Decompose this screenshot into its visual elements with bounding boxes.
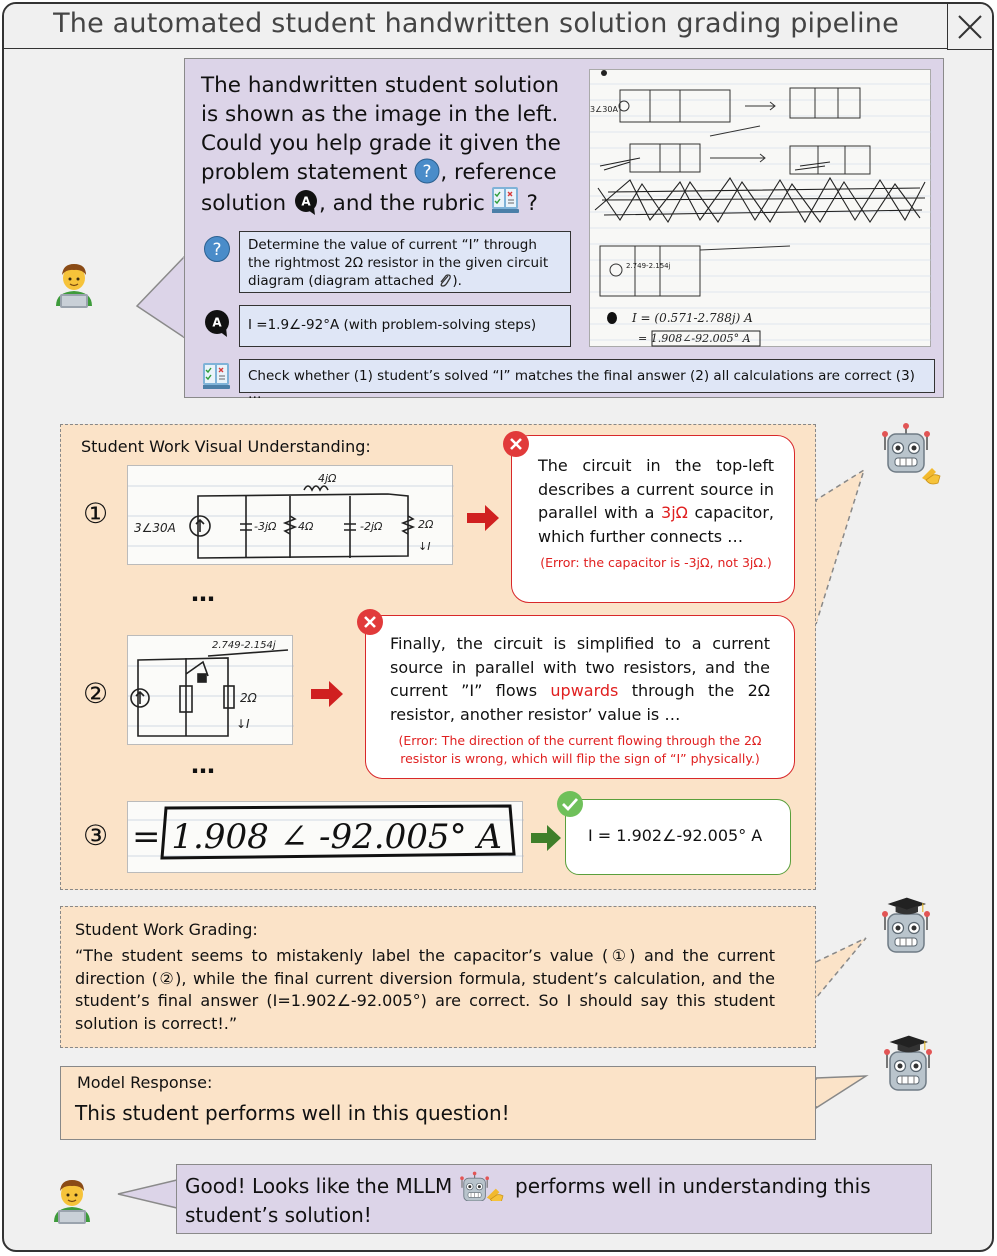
paperclip-icon — [438, 273, 452, 288]
step-1-text-b: capacitor, which further connects … — [538, 503, 775, 546]
arrow-right-green-icon — [531, 825, 563, 851]
svg-text:-3jΩ: -3jΩ — [254, 520, 277, 533]
step-3-crop — [127, 801, 523, 873]
step-2-bubble — [365, 615, 795, 779]
step-1-text-a: The circuit in the top-left describes a current source in parallel with a — [538, 456, 774, 522]
window-title: The automated student handwritten solution grading pipeline — [53, 8, 899, 39]
rubric-box: Check whether (1) student’s solved “I” matches the final answer (2) all calculations are correct (3) … — [239, 359, 935, 393]
svg-text:2.749-2.154j: 2.749-2.154j — [212, 640, 276, 651]
problem-statement-end: ). — [452, 273, 462, 289]
rubric-icon — [492, 187, 520, 215]
question-mark-icon — [414, 158, 440, 184]
arrow-right-red-icon-2 — [311, 681, 345, 707]
svg-text:I = (0.571-2.788j) A: I = (0.571-2.788j) A — [632, 311, 753, 325]
step-2-wrong-direction: upwards — [550, 681, 619, 700]
svg-text:?: ? — [422, 162, 432, 182]
check-icon — [555, 789, 585, 819]
user-avatar-icon-2 — [50, 1174, 96, 1226]
handwritten-page — [590, 70, 932, 348]
svg-text:3∠30A: 3∠30A — [590, 105, 618, 114]
question-text — [201, 71, 581, 218]
step-1-error-note: (Error: the capacitor is -3jΩ, not 3jΩ.) — [540, 555, 772, 570]
grading-heading: Student Work Grading: — [75, 920, 258, 939]
svg-text:= 1.908∠-92.005° A: = 1.908∠-92.005° A — [638, 332, 751, 345]
step-2-number: ② — [83, 677, 109, 710]
svg-text:A: A — [301, 194, 311, 209]
question-intro-3: , and the rubric — [318, 191, 492, 216]
ellipsis-2: … — [191, 751, 216, 779]
error-x-icon — [501, 429, 531, 459]
grading-text: “The student seems to mistakenly label the capacitor’s value (①) and the current direction (②), while the final current diversion formula, student’s calculation, and the student’s final answer (I=1.902∠-92.005°) are correct. So I should say this student solution is correct!.” — [75, 946, 775, 1033]
step-2-error-note: (Error: The direction of the current flowing through the 2Ω resistor is wrong, which will flip the sign of “I” physically.) — [398, 733, 762, 766]
reference-solution-box: I =1.9∠-92°A (with problem-solving steps) — [239, 305, 571, 347]
visual-understanding-heading: Student Work Visual Understanding: — [81, 437, 371, 456]
svg-text:2Ω: 2Ω — [240, 691, 257, 705]
robot-graduate-icon — [880, 896, 940, 956]
step-1-wrong-value: 3jΩ — [661, 503, 688, 522]
svg-text:4jΩ: 4jΩ — [318, 472, 337, 485]
robot-pen-icon — [880, 422, 946, 486]
svg-text:3∠30A: 3∠30A — [134, 521, 176, 535]
step-3-answer-text: I = 1.902∠-92.005° A — [588, 826, 763, 845]
step-1-crop — [127, 465, 453, 565]
step-2-text-b: through the 2Ω resistor, another resistor’ value is … — [390, 681, 770, 724]
svg-text:-2jΩ: -2jΩ — [360, 520, 383, 533]
step-3-bubble — [565, 799, 791, 875]
step-1-circuit-sketch — [128, 466, 454, 566]
question-intro-2: , reference solution — [201, 160, 557, 216]
step-2-circuit-sketch — [128, 636, 294, 746]
svg-text:2Ω: 2Ω — [418, 518, 434, 531]
step-2-crop — [127, 635, 293, 745]
model-response-text: This student performs well in this question! — [75, 1101, 510, 1125]
svg-text:A: A — [212, 315, 222, 330]
model-response-panel — [60, 1066, 816, 1140]
step-3-number: ③ — [83, 819, 109, 852]
problem-statement-box — [239, 231, 571, 293]
user-reply-part-1: Good! Looks like the MLLM — [185, 1174, 459, 1198]
pipeline-window — [2, 2, 994, 1252]
title-bar — [4, 4, 992, 50]
user-reply-text — [185, 1171, 929, 1229]
svg-text:↓I: ↓I — [236, 717, 250, 731]
svg-text:?: ? — [212, 240, 222, 260]
user-avatar-icon — [52, 258, 98, 310]
close-button[interactable] — [947, 4, 992, 50]
question-intro-4: ? — [519, 191, 538, 216]
svg-text:2.749-2.154j: 2.749-2.154j — [626, 262, 671, 270]
problem-statement-text: Determine the value of current “I” through the rightmost 2Ω resistor in the given circuit diagram (diagram attached — [248, 237, 549, 289]
user-reply-panel — [176, 1164, 932, 1234]
step-2-text-a: Finally, the circuit is simplified to a current source in parallel with two resistors, and the current ”I” flows — [390, 634, 770, 700]
step-1-number: ① — [83, 497, 109, 530]
question-panel — [184, 58, 944, 402]
step-1-bubble — [511, 435, 795, 603]
reference-answer-icon — [203, 309, 233, 339]
error-x-icon-2 — [355, 607, 385, 637]
rubric-small-icon — [203, 363, 231, 391]
close-icon — [948, 4, 993, 50]
visual-understanding-panel — [60, 424, 816, 890]
title-divider — [4, 48, 948, 49]
svg-text:↓I: ↓I — [418, 540, 431, 553]
student-handwritten-image — [589, 69, 931, 347]
model-response-heading: Model Response: — [77, 1073, 213, 1092]
arrow-right-red-icon — [467, 505, 501, 531]
ellipsis-1: … — [191, 579, 216, 607]
robot-inline-icon — [459, 1171, 509, 1201]
question-badge-icon — [203, 235, 231, 263]
user-reply-part-2: performs well in understanding this student’s solution! — [185, 1174, 871, 1227]
svg-text:4Ω: 4Ω — [298, 520, 314, 533]
answer-badge-icon — [293, 189, 319, 215]
step-3-final-answer-sketch — [128, 802, 524, 874]
svg-text:= 1.908 ∠ -92.005° A: = 1.908 ∠ -92.005° A — [132, 817, 502, 857]
robot-graduate-icon-2 — [882, 1034, 942, 1094]
question-intro-1: The handwritten student solution is shown as the image in the left. Could you help grade it given the problem statement — [201, 73, 561, 185]
grading-panel — [60, 906, 816, 1048]
